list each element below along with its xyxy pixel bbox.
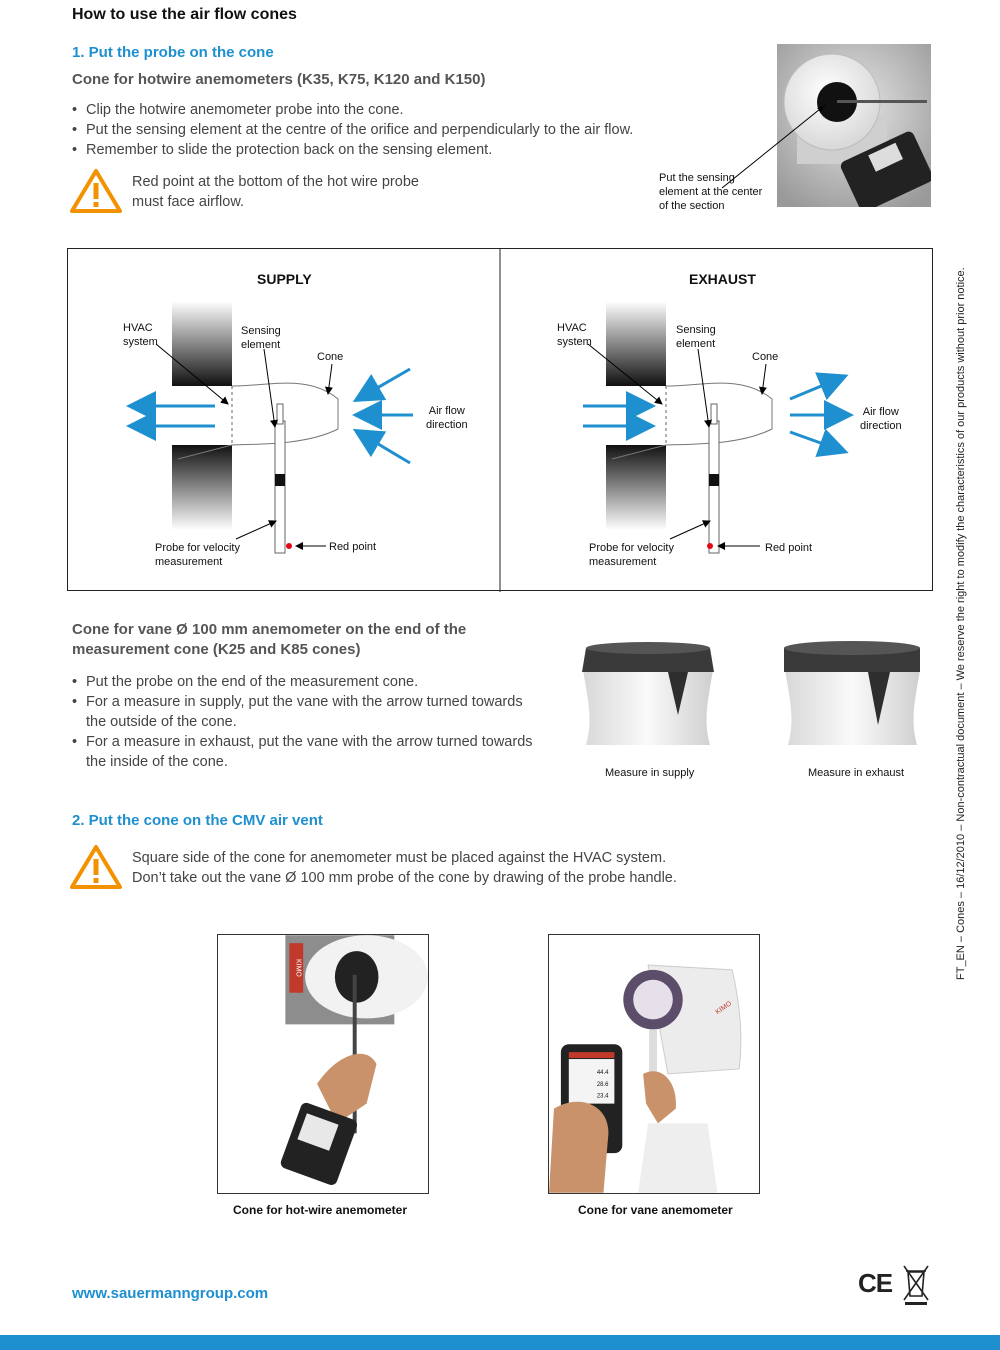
list-item: • Clip the hotwire anemometer probe into the cone. [72,100,712,120]
sweater [638,1123,717,1192]
section2-heading: 2. Put the cone on the CMV air vent [72,812,323,829]
section1-subheading: Cone for hotwire anemometers (K35, K75, K120 and K150) [72,71,486,88]
airflow-diagram [67,248,933,591]
page-title: How to use the air flow cones [72,6,297,23]
footer-bar [0,1335,1000,1350]
list-item: • Remember to slide the protection back on the sensing element. [72,140,712,160]
hotwire-photo-caption: Cone for hot-wire anemometer [233,1203,408,1217]
brand-logo: KIMO [714,1000,734,1017]
device-reading-1: 44.4 [596,1069,609,1076]
supply-title: SUPPLY [257,271,312,287]
supply-red-point-label: Red point [329,541,377,553]
supply-cone-label: Cone [317,351,344,363]
exhaust-cone-label: Cone [752,351,779,363]
website-link[interactable]: www.sauermanngroup.com [72,1285,269,1302]
red-point-dot [286,543,292,549]
vane-exhaust-photo [780,640,925,745]
supply-probe-label: Probe for velocity measurement [155,542,240,568]
list-item: • Put the probe on the end of the measurement cone. [72,672,537,692]
vane-photo-caption: Cone for vane anemometer [578,1203,733,1217]
photo-caption: Put the sensing element at the center of the section [659,172,763,212]
exhaust-airflow-label: Air flow direction [860,406,902,432]
vane-exhaust-caption: Measure in exhaust [808,767,904,779]
warning-text-1: Red point at the bottom of the hot wire probe must face airflow. [132,174,419,210]
exhaust-probe-label: Probe for velocity measurement [589,542,674,568]
vane-bullet-list [72,672,537,772]
hvac-wall-top [172,301,232,386]
vane-usage-photo [548,934,760,1194]
supply-airflow-label: Air flow direction [426,405,468,431]
warning-text-2: Square side of the cone for anemometer must be placed against the HVAC system. Don’t take out the vane Ø 100 mm probe of the cone by drawing of the probe handle. [132,850,677,886]
list-item: • For a measure in supply, put the vane with the arrow turned towards the outside of the cone. [72,692,537,732]
hotwire-usage-photo [217,934,429,1194]
probe-stick [275,421,285,553]
section1-heading: 1. Put the probe on the cone [72,44,274,61]
supply-hvac-label: HVAC system [123,322,158,348]
section1-bullet-list [72,100,712,160]
side-disclaimer: FT_EN – Cones – 16/12/2010 – Non-contractual document – We reserve the right to modify the characteristics of our products without prior notice. [955,267,967,980]
brand-logo: KIMO [294,959,302,977]
vane-supply-photo [578,640,718,745]
ce-mark: CE [858,1268,893,1298]
exhaust-title: EXHAUST [689,271,756,287]
weee-bin-icon [902,1264,930,1306]
warning-icon [70,844,122,890]
list-item: • Put the sensing element at the centre of the orifice and perpendicularly to the air flow. [72,120,712,140]
exhaust-red-point-label: Red point [765,542,813,554]
warning-icon [70,168,122,214]
list-item: • For a measure in exhaust, put the vane with the arrow turned towards the inside of the cone. [72,732,537,772]
exhaust-sensing-label: Sensing element [676,324,716,350]
vane-supply-caption: Measure in supply [605,767,695,779]
device-reading-2: 28.6 [596,1081,609,1088]
device-reading-3: 23.4 [596,1093,609,1100]
exhaust-hvac-label: HVAC system [557,322,592,348]
supply-sensing-label: Sensing element [241,325,281,351]
vane-subheading: Cone for vane Ø 100 mm anemometer on the end of the measurement cone (K25 and K85 cones) [72,621,467,658]
